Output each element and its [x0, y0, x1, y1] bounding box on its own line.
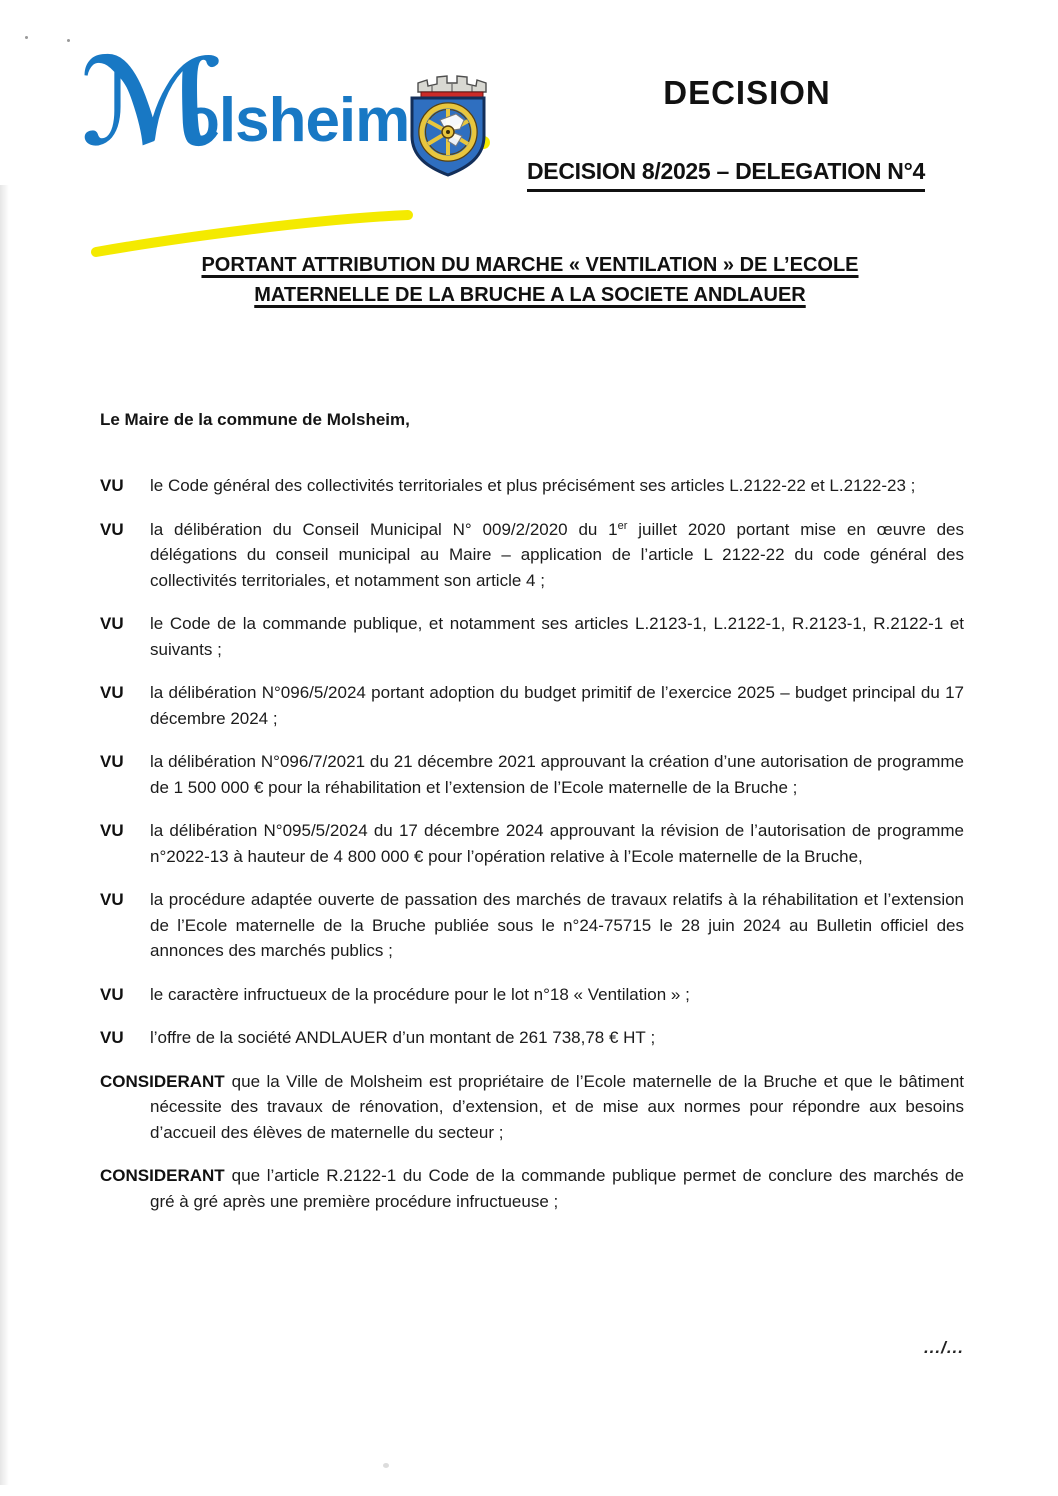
- recital-considerant: [100, 1163, 964, 1214]
- vu-label: VU: [100, 519, 124, 539]
- vu-label: VU: [100, 683, 124, 702]
- logo-script-m: ℳ: [80, 34, 223, 173]
- recital-text: la délibération N°095/5/2024 du 17 décembre 2024 approuvant la révision de l’autorisation de programme n°2022-13 à hauteur de 4 800 000 € pour l’opération relative à l’Ecole maternelle de la Bruche,: [150, 821, 964, 866]
- recital-text: la procédure adaptée ouverte de passation des marchés de travaux relatifs à la réhabilitation et l’extension de l’Ecole maternelle de la Bruche publiée sous le n°24-75715 le 28 juin 2024 au Bulletin officiel des annonces des marchés publics ;: [150, 890, 964, 960]
- recital-text: que l’article R.2122-1 du Code de la commande publique permet de conclure des marchés de gré à gré après une première procédure infructueuse ;: [150, 1166, 964, 1211]
- recital-text: le caractère infructueux de la procédure pour le lot n°18 « Ventilation » ;: [150, 984, 690, 1004]
- recital-text: la délibération N°096/5/2024 portant adoption du budget primitif de l’exercice 2025 – budget principal du 17 décembre 2024 ;: [150, 683, 964, 728]
- recital-text: le Code général des collectivités territoriales et plus précisément ses articles L.2122-22 et L.2122-23 ;: [150, 476, 916, 495]
- recital-text: juillet 2020 portant mise en œuvre des délégations du conseil municipal au Maire – application de l’article L 2122-22 du code général des collectivités territoriales, et notamment son article 4 ;: [150, 519, 965, 590]
- recital-text: la délibération N°096/7/2021 du 21 décembre 2021 approuvant la création d’une autorisation de programme de 1 500 000 € pour la réhabilitation et l’extension de l’Ecole maternelle de la Bruche ;: [150, 752, 964, 797]
- vu-label: VU: [100, 1028, 124, 1047]
- molsheim-logo: [80, 34, 506, 194]
- logo-wordmark: olsheim: [182, 86, 410, 155]
- vu-label: VU: [100, 984, 124, 1004]
- recital-vu: [100, 818, 964, 869]
- recital-vu: [100, 749, 964, 800]
- vu-label: VU: [100, 821, 124, 840]
- scan-edge-shadow: [0, 185, 9, 1485]
- recital-text: que la Ville de Molsheim est propriétaire de l’Ecole maternelle de la Bruche et que le bâtiment nécessite des travaux de rénovation, d’extension, et de mise aux normes pour répondre aux besoins d’accueil des élèves de maternelle du secteur ;: [150, 1071, 964, 1142]
- recital-vu: [100, 887, 964, 964]
- recital-vu: [100, 517, 964, 594]
- recital-vu: [100, 611, 964, 662]
- document-title-line1: PORTANT ATTRIBUTION DU MARCHE « VENTILATION » DE L’ECOLE: [201, 254, 859, 276]
- vu-label: VU: [100, 890, 124, 909]
- ordinal-superscript: er: [617, 519, 628, 532]
- recital-vu: [100, 982, 964, 1008]
- document-title-line2: MATERNELLE DE LA BRUCHE A LA SOCIETE ANDLAUER: [254, 284, 806, 306]
- considerant-label: CONSIDERANT: [100, 1166, 225, 1185]
- recital-vu: [100, 1025, 964, 1051]
- scan-artifact: [25, 36, 28, 39]
- recital-text: le Code de la commande publique, et notamment ses articles L.2123-1, L.2122-1, R.2123-1, R.2122-1 et suivants ;: [150, 614, 964, 659]
- scan-artifact: [67, 39, 70, 42]
- scan-artifact: [383, 1463, 389, 1468]
- vu-label: VU: [100, 614, 124, 633]
- considerant-label: CONSIDERANT: [100, 1071, 225, 1091]
- decision-heading: DECISION: [663, 74, 831, 111]
- recital-considerant: [100, 1069, 964, 1146]
- recital-text: l’offre de la société ANDLAUER d’un montant de 261 738,78 € HT ;: [150, 1028, 656, 1047]
- molsheim-coat-of-arms-icon: [404, 74, 492, 178]
- salutation: Le Maire de la commune de Molsheim,: [100, 410, 410, 429]
- vu-label: VU: [100, 476, 124, 495]
- recital-vu: [100, 473, 964, 499]
- document-title: [98, 250, 962, 310]
- recital-vu: [100, 680, 964, 731]
- vu-label: VU: [100, 752, 124, 771]
- recital-text: la délibération du Conseil Municipal N° 009/2/2020 du 1: [150, 519, 618, 539]
- decision-reference: DECISION 8/2025 – DELEGATION N°4: [527, 158, 925, 192]
- page-continuation-mark: .../...: [923, 1338, 964, 1357]
- recitals-list: [100, 473, 964, 1232]
